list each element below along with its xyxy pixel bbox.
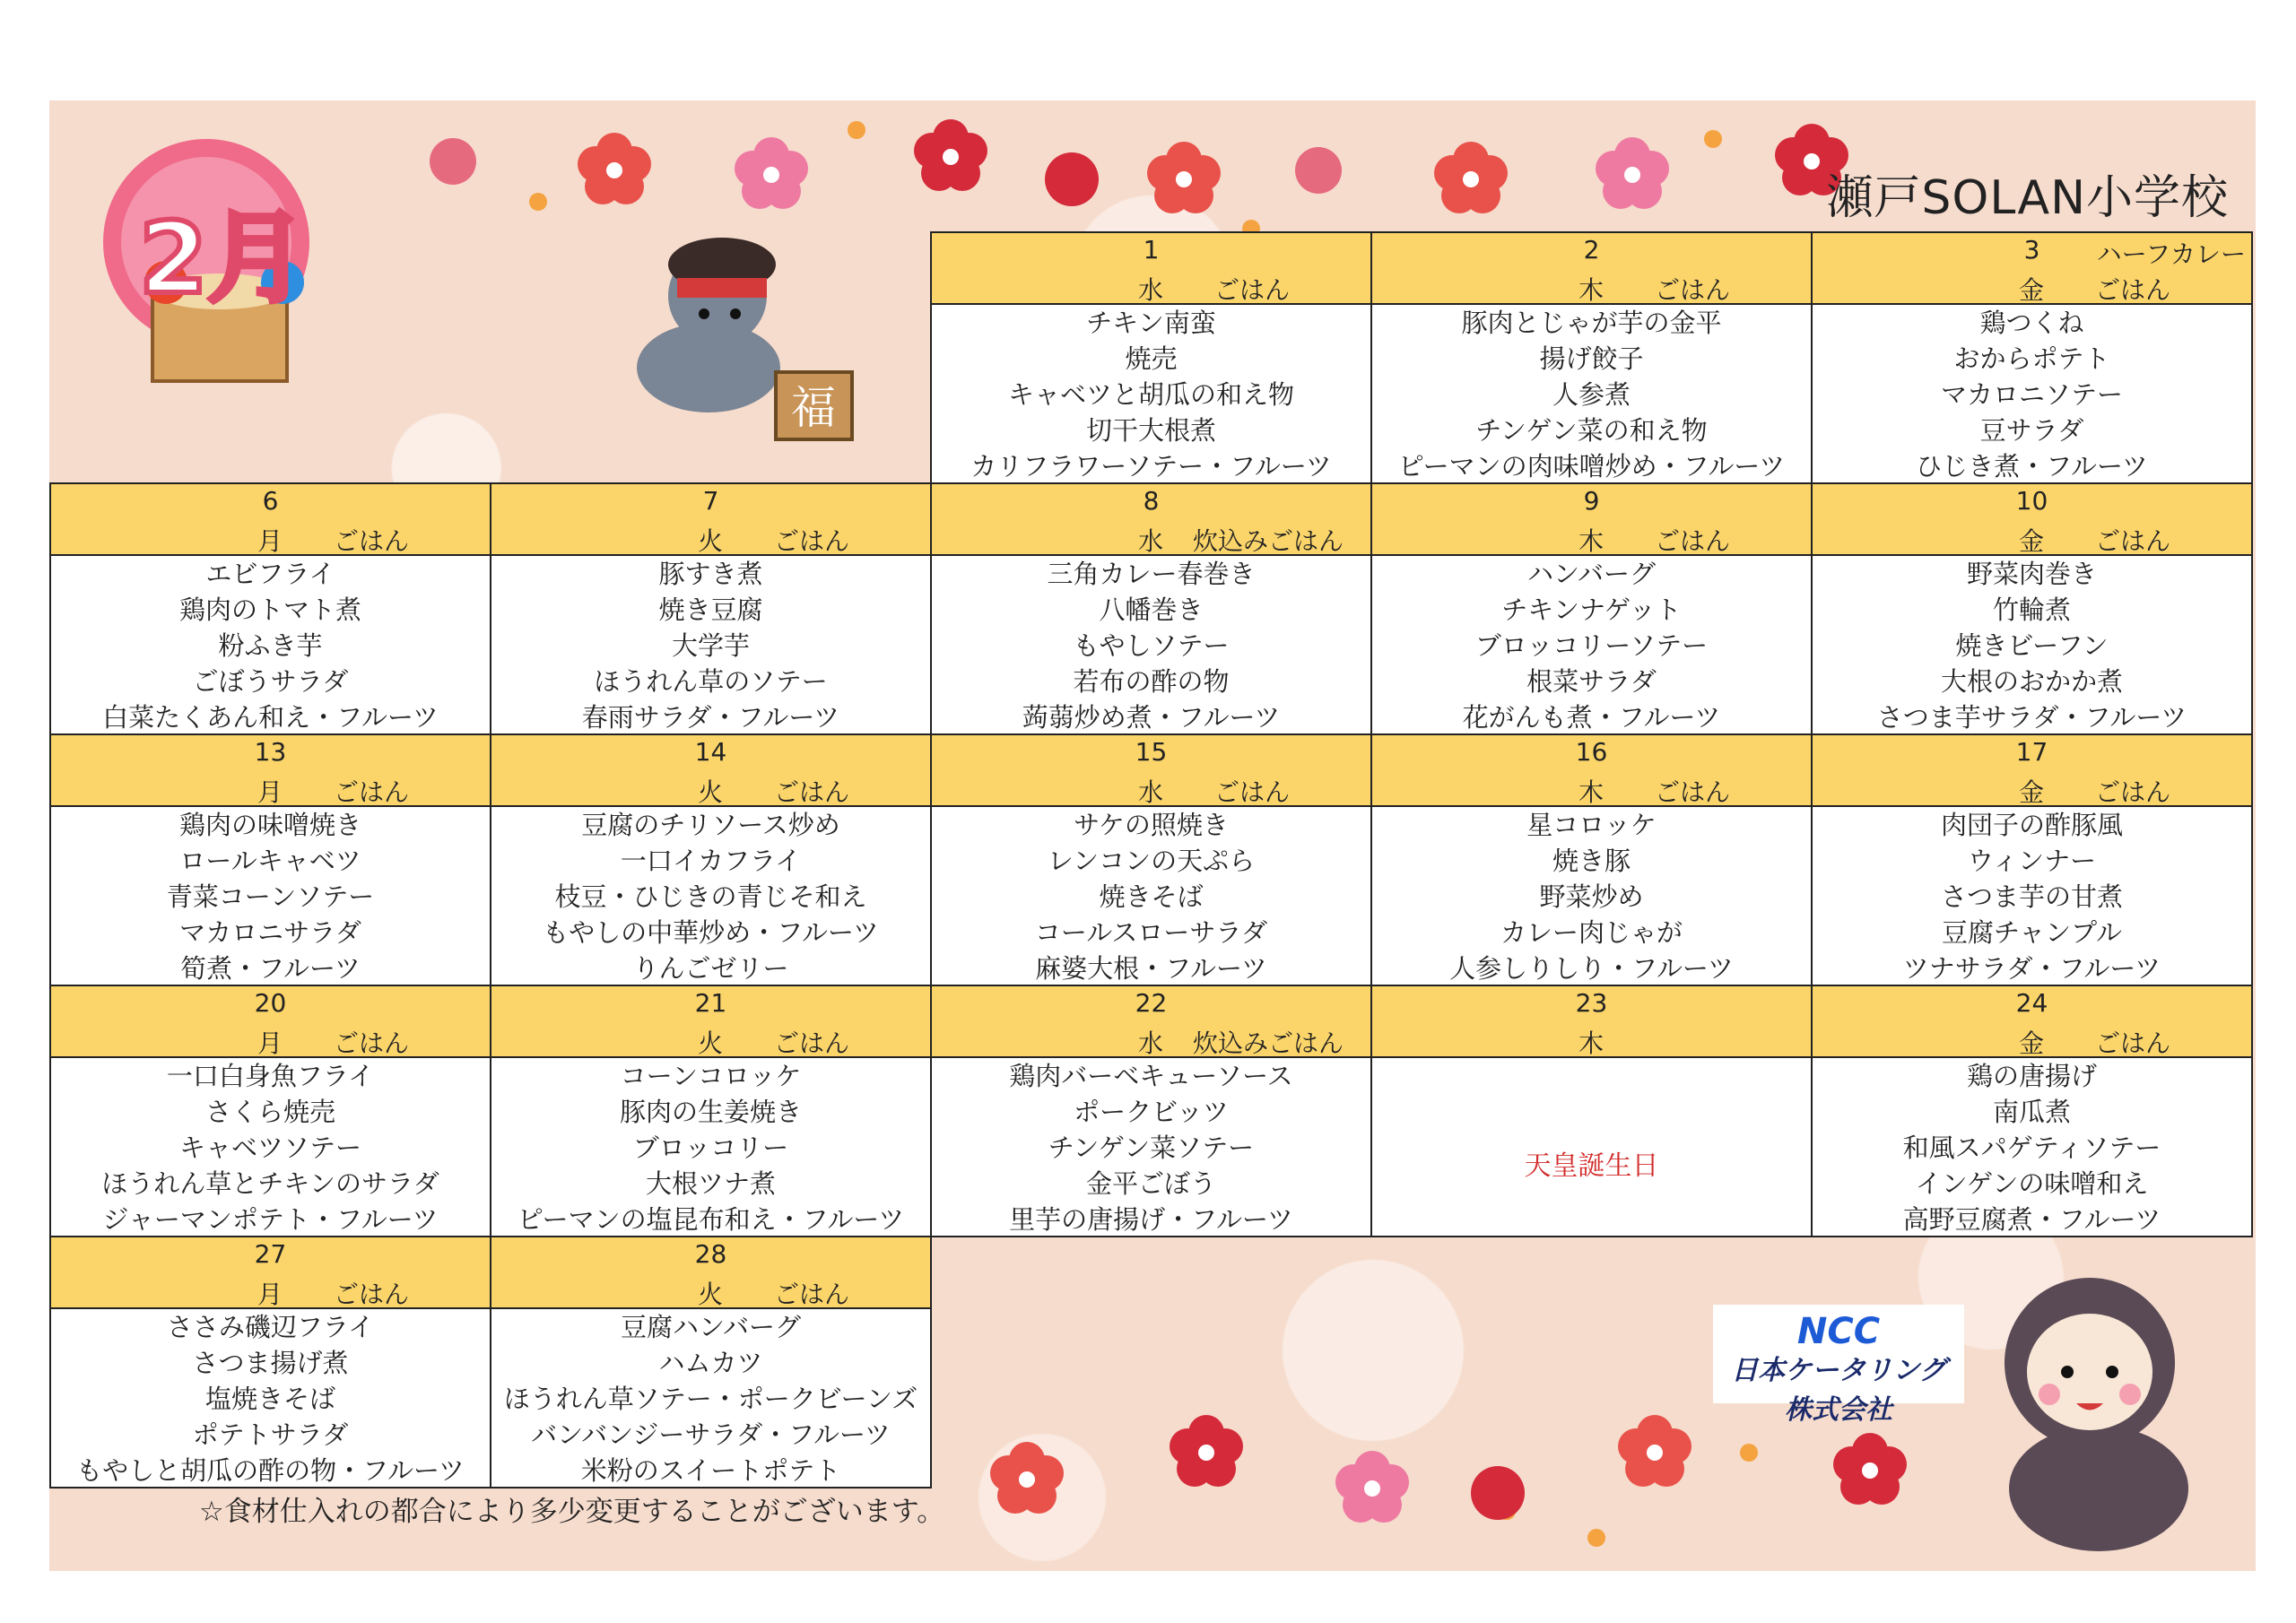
day-cell [1370, 482, 1813, 735]
menu-item: キャベツと胡瓜の和え物 [1007, 379, 1294, 410]
company-name: 日本ケータリング株式会社 [1731, 1355, 1946, 1426]
weekday: 木 [1578, 275, 1605, 305]
menu-item: 南瓜煮 [1992, 1097, 2071, 1127]
cat-oni-icon [592, 215, 879, 448]
day-header [1813, 735, 2251, 807]
day-number: 15 [1135, 737, 1168, 767]
day-cell [490, 985, 932, 1237]
day-cell [49, 1236, 491, 1488]
menu-list [491, 1058, 930, 1237]
rice-type: 炊込みごはん [1192, 526, 1344, 556]
rice-type: ごはん [1213, 275, 1290, 305]
menu-item: 青菜コーンソテー [166, 881, 375, 912]
weekday: 火 [698, 777, 724, 807]
cat-mascot-icon [1973, 1255, 2215, 1551]
menu-item: 鶏肉の味噌焼き [178, 810, 361, 840]
menu-item: レンコンの天ぷら [1047, 846, 1256, 876]
menu-item: 筍煮・フルーツ [180, 953, 361, 984]
weekday: 金 [2019, 275, 2045, 305]
menu-item: ブロッコリーソテー [1474, 630, 1709, 661]
day-cell [930, 482, 1372, 735]
menu-list [932, 305, 1370, 484]
day-cell [930, 231, 1372, 484]
menu-item: ごぼうサラダ [192, 666, 349, 697]
rice-type: ごはん [2094, 777, 2170, 807]
menu-item: 焼きビーフン [1955, 630, 2109, 661]
menu-item: コールスローサラダ [1034, 917, 1268, 948]
day-cell [930, 733, 1372, 986]
menu-list [932, 1058, 1370, 1237]
menu-item: ほうれん草ソテー・ポークビーンズ [503, 1384, 918, 1414]
day-cell [490, 1236, 932, 1488]
menu-item: サケの照焼き [1074, 810, 1229, 840]
day-header [491, 1237, 930, 1309]
menu-item: 花がんも煮・フルーツ [1462, 702, 1721, 733]
menu-item: 里芋の唐揚げ・フルーツ [1009, 1204, 1293, 1235]
menu-item: ピーマンの塩昆布和え・フルーツ [517, 1204, 905, 1235]
day-number: 27 [254, 1239, 287, 1269]
day-header [1372, 986, 1811, 1058]
menu-item: 白菜たくあん和え・フルーツ [102, 702, 439, 733]
day-header [1372, 233, 1811, 305]
menu-list [491, 1309, 930, 1488]
weekday: 金 [2019, 777, 2045, 807]
ncc-logo-mark: NCC [1796, 1311, 1881, 1352]
day-number: 28 [694, 1239, 727, 1269]
day-header [491, 484, 930, 556]
day-cell [490, 482, 932, 735]
menu-list [1372, 305, 1811, 484]
menu-item: 鶏肉バーベキューソース [1009, 1061, 1293, 1091]
menu-item: カリフラワーソテー・フルーツ [970, 451, 1332, 482]
menu-item: 粉ふき芋 [218, 630, 323, 661]
day-number: 9 [1583, 486, 1600, 516]
menu-item: 人参煮 [1552, 379, 1631, 410]
menu-item: 八幡巻き [1099, 595, 1204, 625]
menu-item: 鶏の唐揚げ [1966, 1061, 2097, 1091]
menu-item: 豆腐のチリソース炒め [581, 810, 840, 840]
menu-item: 塩焼きそば [204, 1384, 335, 1414]
rice-type: ごはん [773, 1280, 849, 1309]
menu-item: マカロニソテー [1940, 379, 2123, 410]
menu-item: キャベツソテー [178, 1133, 361, 1163]
menu-item: ささみ磯辺フライ [166, 1312, 375, 1342]
menu-item: 豚すき煮 [658, 559, 763, 589]
weekday: 金 [2019, 1028, 2045, 1058]
menu-item: 焼き豆腐 [658, 595, 763, 625]
day-number: 24 [2015, 988, 2048, 1018]
menu-item: チンゲン菜ソテー [1048, 1133, 1255, 1163]
menu-item: 星コロッケ [1526, 810, 1657, 840]
day-header [932, 233, 1370, 305]
day-header [1813, 233, 2251, 305]
menu-item: 和風スパゲティソテー [1902, 1133, 2161, 1163]
day-number: 17 [2015, 737, 2048, 767]
day-cell [1370, 985, 1813, 1237]
menu-item: ポテトサラダ [192, 1419, 349, 1450]
day-cell [1811, 482, 2253, 735]
weekday: 水 [1138, 777, 1164, 807]
day-number: 2 [1583, 235, 1600, 265]
menu-item: バンバンジーサラダ・フルーツ [531, 1419, 891, 1450]
menu-item: 豆サラダ [1979, 415, 2084, 446]
menu-item: ジャーマンポテト・フルーツ [102, 1204, 439, 1235]
weekday: 水 [1138, 526, 1164, 556]
rice-type: ごはん [1654, 275, 1730, 305]
menu-item: 豆腐チャンプル [1942, 917, 2122, 948]
day-cell [49, 985, 491, 1237]
menu-item: 豆腐ハンバーグ [621, 1312, 801, 1342]
menu-list [491, 556, 930, 735]
day-cell [490, 733, 932, 986]
day-header [491, 986, 930, 1058]
menu-list [932, 556, 1370, 735]
rice-type: ごはん [333, 526, 409, 556]
day-header [932, 484, 1370, 556]
company-logo [1713, 1305, 1964, 1426]
weekday: 木 [1578, 777, 1605, 807]
rice-type: ごはん [773, 1028, 849, 1058]
day-cell [1811, 231, 2253, 484]
day-number: 6 [262, 486, 279, 516]
menu-item: 揚げ餃子 [1539, 343, 1644, 374]
menu-list [51, 556, 490, 735]
weekday: 火 [698, 526, 724, 556]
rice-type: ごはん [2094, 1028, 2170, 1058]
rice-type: ごはん [2094, 275, 2170, 305]
day-number: 13 [254, 737, 287, 767]
menu-item: ひじき煮・フルーツ [1916, 451, 2148, 482]
day-cell [930, 985, 1372, 1237]
menu-item: ほうれん草とチキンのサラダ [101, 1168, 439, 1199]
day-cell [1370, 231, 1813, 484]
menu-item: 一口白身魚フライ [166, 1061, 375, 1091]
rice-type: ごはん [773, 526, 849, 556]
weekday: 水 [1138, 1028, 1164, 1058]
day-header [491, 735, 930, 807]
menu-item: 枝豆・ひじきの青じそ和え [554, 881, 867, 912]
menu-item: さつま芋の甘煮 [1940, 881, 2123, 912]
menu-item: 焼きそば [1099, 881, 1204, 912]
menu-item: ハムカツ [658, 1348, 763, 1378]
menu-item: ほうれん草のソテー [594, 666, 828, 697]
menu-item: 肉団子の酢豚風 [1940, 810, 2123, 840]
menu-item: 蒟蒻炒め煮・フルーツ [1022, 702, 1281, 733]
menu-item: ポークビッツ [1074, 1097, 1229, 1127]
menu-item: 麻婆大根・フルーツ [1035, 953, 1267, 984]
menu-list [51, 1309, 490, 1488]
menu-item: ハンバーグ [1527, 559, 1656, 589]
menu-item: ピーマンの肉味噌炒め・フルーツ [1397, 451, 1786, 482]
menu-item: コーンコロッケ [620, 1061, 802, 1091]
menu-item: マカロニサラダ [179, 917, 361, 948]
rice-type: ごはん [333, 777, 409, 807]
school-name: 瀬戸SOLAN小学校 [1826, 171, 2229, 225]
menu-item: 鶏つくね [1979, 308, 2084, 338]
day-header [51, 735, 490, 807]
day-header [51, 484, 490, 556]
menu-item: 焼売 [1125, 343, 1178, 374]
weekday: 月 [257, 1280, 283, 1309]
day-number: 7 [702, 486, 719, 516]
menu-item: ウィンナー [1967, 846, 2097, 876]
day-header [1813, 986, 2251, 1058]
day-number: 1 [1143, 235, 1160, 265]
rice-type: ごはん [2094, 526, 2170, 556]
menu-item: ロールキャベツ [179, 846, 361, 876]
day-cell [1811, 733, 2253, 986]
menu-item: 金平ごぼう [1085, 1168, 1216, 1199]
day-number: 3 [2023, 235, 2040, 265]
menu-item: りんごゼリー [632, 953, 789, 984]
holiday-label: 天皇誕生日 [1524, 1150, 1659, 1182]
menu-item: 人参しりしり・フルーツ [1449, 953, 1734, 984]
menu-list [932, 807, 1370, 986]
weekday: 月 [257, 1028, 283, 1058]
weekday: 金 [2019, 526, 2045, 556]
day-cell [49, 482, 491, 735]
menu-item: さくら焼売 [204, 1097, 335, 1127]
day-number: 16 [1575, 737, 1608, 767]
day-number: 23 [1575, 988, 1608, 1018]
menu-item: さつま揚げ煮 [192, 1348, 349, 1378]
day-header [1372, 484, 1811, 556]
day-header [1813, 484, 2251, 556]
day-cell [1811, 985, 2253, 1237]
menu-list [1813, 305, 2251, 484]
month-title: 2月 [139, 201, 307, 316]
menu-list [51, 1058, 490, 1237]
weekday: 木 [1578, 1028, 1605, 1058]
footnote: ☆食材仕入れの都合により多少変更することがございます。 [199, 1496, 945, 1528]
menu-item: ブロッコリー [632, 1133, 789, 1163]
rice-type: ごはん [773, 777, 849, 807]
day-number: 22 [1135, 988, 1168, 1018]
menu-item: チンゲン菜の和え物 [1475, 415, 1708, 446]
rice-type: ごはん [333, 1028, 409, 1058]
menu-item: もやしの中華炒め・フルーツ [543, 917, 879, 948]
menu-item: ツナサラダ・フルーツ [1902, 953, 2161, 984]
menu-item: 野菜肉巻き [1966, 559, 2097, 589]
menu-item: 竹輪煮 [1992, 595, 2071, 625]
menu-list [1372, 556, 1811, 735]
weekday: 月 [257, 777, 283, 807]
menu-item: 焼き豚 [1552, 846, 1631, 876]
day-header [932, 735, 1370, 807]
menu-list [491, 807, 930, 986]
menu-item: インゲンの味噌和え [1915, 1168, 2149, 1199]
menu-item: 米粉のスイートポテト [580, 1455, 841, 1486]
rice-type: ごはん [333, 1280, 409, 1309]
menu-item: カレー肉じゃが [1500, 917, 1683, 948]
menu-item: 春雨サラダ・フルーツ [581, 702, 840, 733]
menu-item: 根菜サラダ [1526, 666, 1657, 697]
day-cell [1370, 733, 1813, 986]
menu-list [1372, 807, 1811, 986]
menu-item: 三角カレー春巻き [1047, 559, 1256, 589]
weekday: 火 [698, 1280, 724, 1309]
menu-item: チキン南蛮 [1086, 308, 1216, 338]
menu-item: 若布の酢の物 [1073, 666, 1230, 697]
day-number: 8 [1143, 486, 1160, 516]
menu-item: 大学芋 [671, 630, 750, 661]
weekday: 木 [1578, 526, 1605, 556]
menu-item: 大根のおかか煮 [1940, 666, 2123, 697]
menu-item: もやしと胡瓜の酢の物・フルーツ [76, 1455, 465, 1486]
day-header [932, 986, 1370, 1058]
weekday: 月 [257, 526, 283, 556]
rice-type: ごはん [1213, 777, 1290, 807]
rice-type: 炊込みごはん [1192, 1028, 1344, 1058]
menu-item: 高野豆腐煮・フルーツ [1902, 1204, 2161, 1235]
menu-item: もやしソテー [1073, 630, 1230, 661]
menu-item: 鶏肉のトマト煮 [178, 595, 361, 625]
menu-item: 豚肉とじゃが芋の金平 [1461, 308, 1722, 338]
rice-type: ごはん [1654, 526, 1730, 556]
menu-item: 豚肉の生姜焼き [619, 1097, 802, 1127]
menu-item: チキンナゲット [1501, 595, 1682, 625]
menu-list [1813, 556, 2251, 735]
day-header [51, 1237, 490, 1309]
day-number: 20 [254, 988, 287, 1018]
menu-item: 切干大根煮 [1085, 415, 1216, 446]
weekday: 火 [698, 1028, 724, 1058]
menu-item: さつま芋サラダ・フルーツ [1876, 702, 2187, 733]
menu-item: エビフライ [205, 559, 335, 589]
menu-list [51, 807, 490, 986]
menu-item: 一口イカフライ [620, 846, 802, 876]
day-number: 21 [694, 988, 727, 1018]
day-cell [49, 733, 491, 986]
weekday: 水 [1138, 275, 1164, 305]
menu-item: 野菜炒め [1539, 881, 1644, 912]
menu-item: おからポテト [1953, 343, 2110, 374]
fuku-charm-text: 福 [791, 382, 836, 434]
menu-item: 大根ツナ煮 [645, 1168, 776, 1199]
day-header [1372, 735, 1811, 807]
day-number: 14 [694, 737, 727, 767]
menu-list [1813, 1058, 2251, 1237]
day-number: 10 [2015, 486, 2048, 516]
day-note: ハーフカレー [2096, 239, 2246, 269]
day-header [51, 986, 490, 1058]
rice-type: ごはん [1654, 777, 1730, 807]
menu-list [1813, 807, 2251, 986]
